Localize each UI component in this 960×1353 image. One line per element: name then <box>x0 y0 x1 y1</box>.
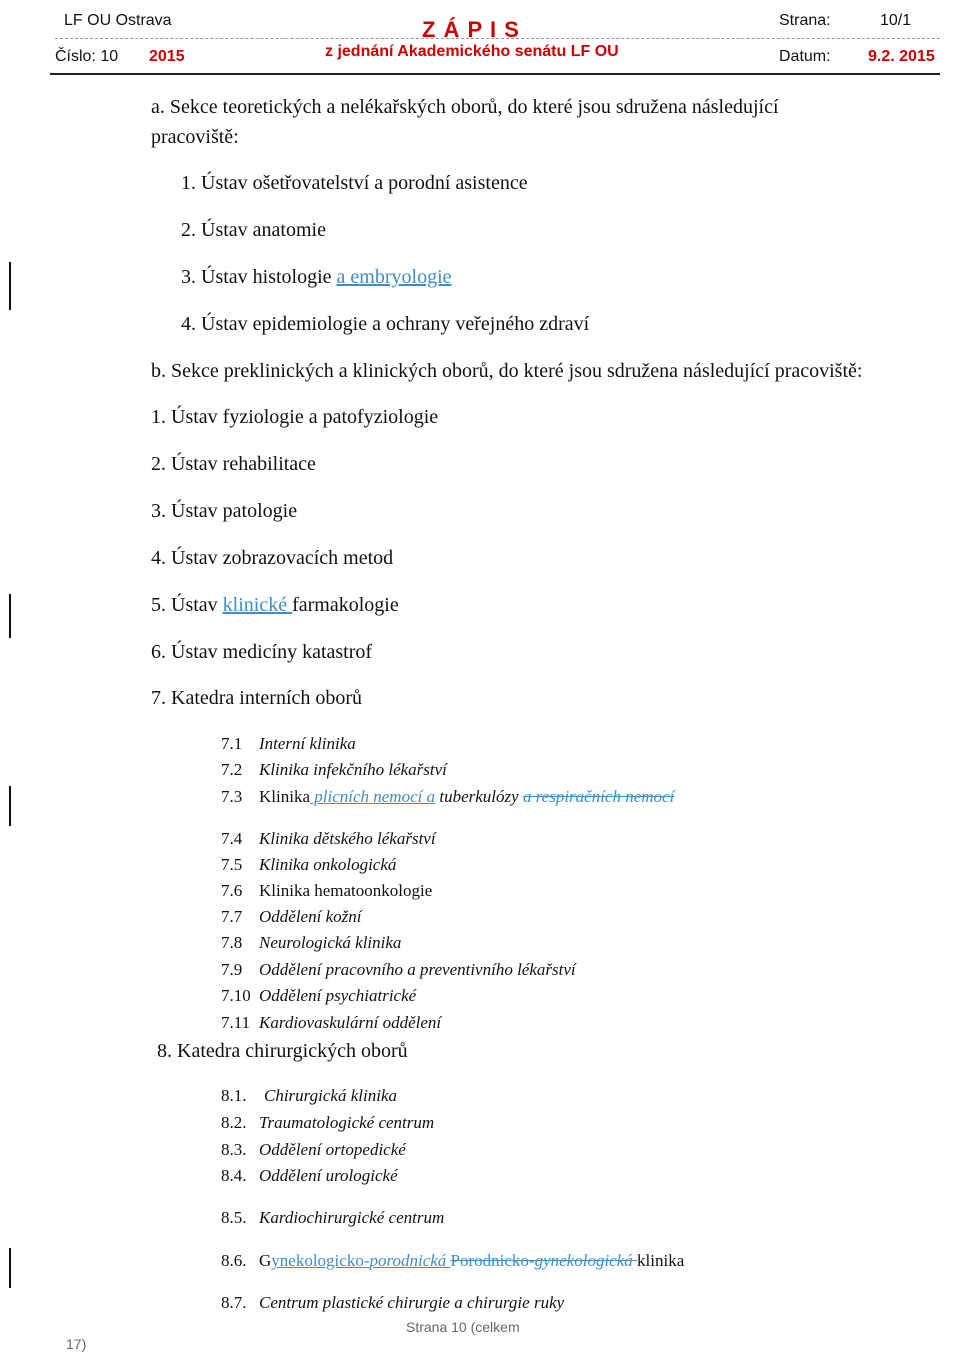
change-bar <box>9 1248 11 1288</box>
sub-item-number: 8.5. <box>221 1208 247 1227</box>
tracked-insertion: klinické <box>222 594 293 616</box>
tracked-deletion: a respiračních nemocí <box>522 787 675 806</box>
document-title: Z Á P I S <box>422 17 520 42</box>
change-bar <box>9 786 11 826</box>
list-item: 3. Ústav patologie <box>151 500 298 522</box>
footer-page-counter-cont: 17) <box>66 1336 87 1352</box>
year: 2015 <box>149 48 185 65</box>
sub-item-text: Oddělení kožní <box>259 907 362 926</box>
sub-item-text: Oddělení pracovního a preventivního lékařství <box>259 960 576 979</box>
list-item: 2. Ústav rehabilitace <box>151 453 316 475</box>
list-item: 5. Ústav klinické farmakologie <box>151 594 399 616</box>
tracked-insertion: a embryologie <box>336 266 452 288</box>
change-bar <box>9 262 11 310</box>
date-value: 9.2. 2015 <box>868 48 935 65</box>
sub-item-text: Centrum plastické chirurgie a chirurgie ruky <box>259 1293 565 1312</box>
tracked-deletion: Porodnicko- <box>450 1251 535 1270</box>
section-a-heading-cont: pracoviště: <box>151 126 239 148</box>
change-bar <box>9 594 11 638</box>
sub-item-number: 7.3 <box>221 787 243 806</box>
tracked-insertion: ynekologicko- <box>271 1251 370 1270</box>
sub-item-number: 8.6. <box>221 1251 247 1270</box>
tracked-insertion: plicních nemocí a <box>310 787 436 806</box>
sub-item-number: 7.8 <box>221 933 243 952</box>
sub-item-text: Neurologická klinika <box>259 933 402 952</box>
list-item: 8. Katedra chirurgických oborů <box>157 1040 408 1062</box>
sub-item-text: Klinika onkologická <box>259 855 397 874</box>
sub-item-text: Chirurgická klinika <box>264 1086 397 1105</box>
list-item: 4. Ústav zobrazovacích metod <box>151 547 394 569</box>
sub-item-number: 7.5 <box>221 855 243 874</box>
section-b-heading: b. Sekce preklinických a klinických oborů, do které jsou sdružena následující pracoviště: <box>151 360 863 382</box>
sub-item-number: 7.7 <box>221 907 243 926</box>
sub-item-number: 7.2 <box>221 760 243 779</box>
list-item: 2. Ústav anatomie <box>181 219 326 241</box>
tracked-deletion: gynekologická <box>534 1251 638 1270</box>
list-item: 3. Ústav histologie a embryologie <box>181 266 452 288</box>
footer-page-counter: Strana 10 (celkem <box>406 1319 520 1335</box>
sub-item-text: Klinika dětského lékařství <box>259 829 436 848</box>
document-subtitle: z jednání Akademického senátu LF OU <box>325 43 619 60</box>
header-rule <box>50 73 940 75</box>
list-item: 4. Ústav epidemiologie a ochrany veřejného zdraví <box>181 313 590 335</box>
sub-item-text: Interní klinika <box>259 734 356 753</box>
sub-item-number: 8.7. <box>221 1293 247 1312</box>
sub-item-text: Oddělení urologické <box>259 1166 398 1185</box>
tracked-insertion: porodnická <box>369 1251 451 1270</box>
header-divider <box>55 38 940 39</box>
section-a-heading: a. Sekce teoretických a nelékařských oborů, do které jsou sdružena následující <box>151 96 779 118</box>
sub-item-text: Klinika hematoonkologie <box>259 881 433 900</box>
sub-item-number: 7.4 <box>221 829 243 848</box>
sub-item-number: 8.3. <box>221 1140 247 1159</box>
sub-item-text: Kardiochirurgické centrum <box>259 1208 445 1227</box>
number-label: Číslo: 10 <box>55 48 119 65</box>
sub-item-number: 7.1 <box>221 734 243 753</box>
sub-item-text: Kardiovaskulární oddělení <box>259 1013 442 1032</box>
sub-item-text: Oddělení psychiatrické <box>259 986 417 1005</box>
sub-item-text: Klinika infekčního lékařství <box>259 760 447 779</box>
list-item: 6. Ústav medicíny katastrof <box>151 641 373 663</box>
sub-item-number: 8.2. <box>221 1113 247 1132</box>
list-item: 1. Ústav fyziologie a patofyziologie <box>151 406 439 428</box>
sub-item-number: 8.4. <box>221 1166 247 1185</box>
sub-item-number: 7.11 <box>221 1013 251 1032</box>
date-label: Datum: <box>779 48 831 65</box>
sub-item-text: Gynekologicko-porodnická Porodnicko-gynekologická klinika <box>259 1251 685 1270</box>
page-label: Strana: <box>779 12 831 29</box>
sub-item-number: 7.10 <box>221 986 251 1005</box>
sub-item-number: 7.9 <box>221 960 243 979</box>
sub-item-text: Klinika plicních nemocí a tuberkulózy a respiračních nemocí <box>259 787 675 806</box>
sub-item-text: Oddělení ortopedické <box>259 1140 406 1159</box>
list-item: 1. Ústav ošetřovatelství a porodní asistence <box>181 172 528 194</box>
sub-item-number: 8.1. <box>221 1086 247 1105</box>
org-name: LF OU Ostrava <box>64 12 172 29</box>
sub-item-text: Traumatologické centrum <box>259 1113 435 1132</box>
list-item: 7. Katedra interních oborů <box>151 687 363 709</box>
page-value: 10/1 <box>880 12 912 29</box>
sub-item-number: 7.6 <box>221 881 243 900</box>
